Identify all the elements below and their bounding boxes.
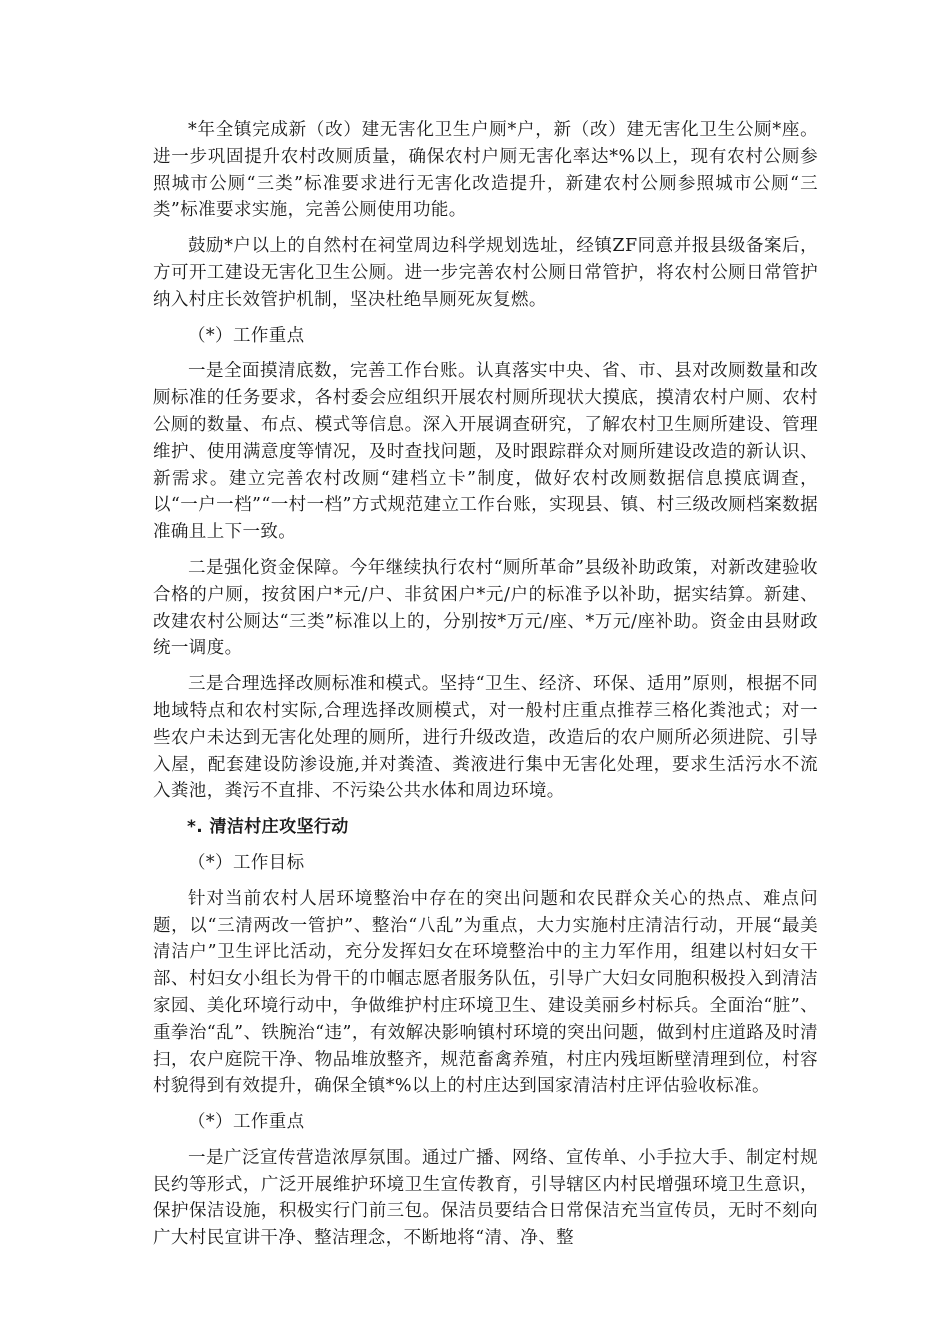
subheading-work-focus: （*）工作重点 xyxy=(188,325,305,346)
subheading-work-goals: （*）工作目标 xyxy=(188,852,305,873)
paragraph-clean-village-goals: 针对当前农村人居环境整治中存在的突出问题和农民群众关心的热点、难点问题，以“三清两改一管护”、整治“八乱”为重点，大力实施村庄清洁行动，开展“最美清洁户”卫生评比活动，充分发挥妇女在环境整治中的主力军作用，组建以村妇女干部、村妇女小组长为骨干的巾帼志愿者服务队伍，引导广大妇女同胞积极投入到清洁家园、美化环境行动中，争做维护村庄环境卫生、建设美丽乡村标兵。全面治“脏”、重拳治“乱”、铁腕治“违”，有效解决影响镇村环境的突出问题，做到村庄道路及时清扫，农户庭院干净、物品堆放整齐，规范畜禽养殖，村庄内残垣断壁清理到位，村容村貌得到有效提升，确保全镇*%以上的村庄达到国家清洁村庄评估验收标准。 xyxy=(153,888,818,1097)
document-body xyxy=(153,117,818,1261)
section-heading-clean-village: *. 清洁村庄攻坚行动 xyxy=(187,817,349,838)
paragraph-public-toilet-planning: 鼓励*户以上的自然村在祠堂周边科学规划选址，经镇ZF同意并报县级备案后，方可开工建设无害化卫生公厕。进一步完善农村公厕日常管护，将农村公厕日常管护纳入村庄长效管护机制，坚决杜绝旱厕死灰复燃。 xyxy=(153,236,818,310)
paragraph-toilet-targets: *年全镇完成新（改）建无害化卫生户厕*户，新（改）建无害化卫生公厕*座。进一步巩固提升农村改厕质量，确保农村户厕无害化率达*%以上，现有农村公厕参照城市公厕“三类”标准要求进行无害化改造提升，新建农村公厕参照城市公厕“三类”标准要求实施，完善公厕使用功能。 xyxy=(153,120,818,221)
paragraph-survey-ledger: 一是全面摸清底数，完善工作台账。认真落实中央、省、市、县对改厕数量和改厕标准的任务要求，各村委会应组织开展农村厕所现状大摸底，摸清农村户厕、农村公厕的数量、布点、模式等信息。深入开展调查研究，了解农村卫生厕所建设、管理维护、使用满意度等情况，及时查找问题，及时跟踪群众对厕所建设改造的新认识、新需求。建立完善农村改厕“建档立卡”制度，做好农村改厕数据信息摸底调查，以“一户一档”“一村一档”方式规范建立工作台账，实现县、镇、村三级改厕档案数据准确且上下一致。 xyxy=(153,361,818,543)
paragraph-publicity: 一是广泛宣传营造浓厚氛围。通过广播、网络、宣传单、小手拉大手、制定村规民约等形式，广泛开展维护环境卫生宣传教育，引导辖区内村民增强环境卫生意识，保护保洁设施，积极实行门前三包。保洁员要结合日常保洁充当宣传员，无时不刻向广大村民宣讲干净、整洁理念，不断地将“清、净、整 xyxy=(153,1147,818,1249)
paragraph-funding: 二是强化资金保障。今年继续执行农村“厕所革命”县级补助政策，对新改建验收合格的户厕，按贫困户*元/户、非贫困户*元/户的标准予以补助，据实结算。新建、改建农村公厕达“三类”标准以上的，分别按*万元/座、*万元/座补助。资金由县财政统一调度。 xyxy=(153,557,818,659)
paragraph-toilet-models: 三是合理选择改厕标准和模式。坚持“卫生、经济、环保、适用”原则，根据不同地域特点和农村实际,合理选择改厕模式，对一般村庄重点推荐三格化粪池式；对一些农户未达到无害化处理的厕所，进行升级改造，改造后的农户厕所必须进院、引导入屋，配套建设防渗设施,并对粪渣、粪液进行集中无害化处理，要求生活污水不流入粪池，粪污不直排、不污染公共水体和周边环境。 xyxy=(153,674,818,802)
subheading-work-focus-2: （*）工作重点 xyxy=(188,1112,305,1133)
